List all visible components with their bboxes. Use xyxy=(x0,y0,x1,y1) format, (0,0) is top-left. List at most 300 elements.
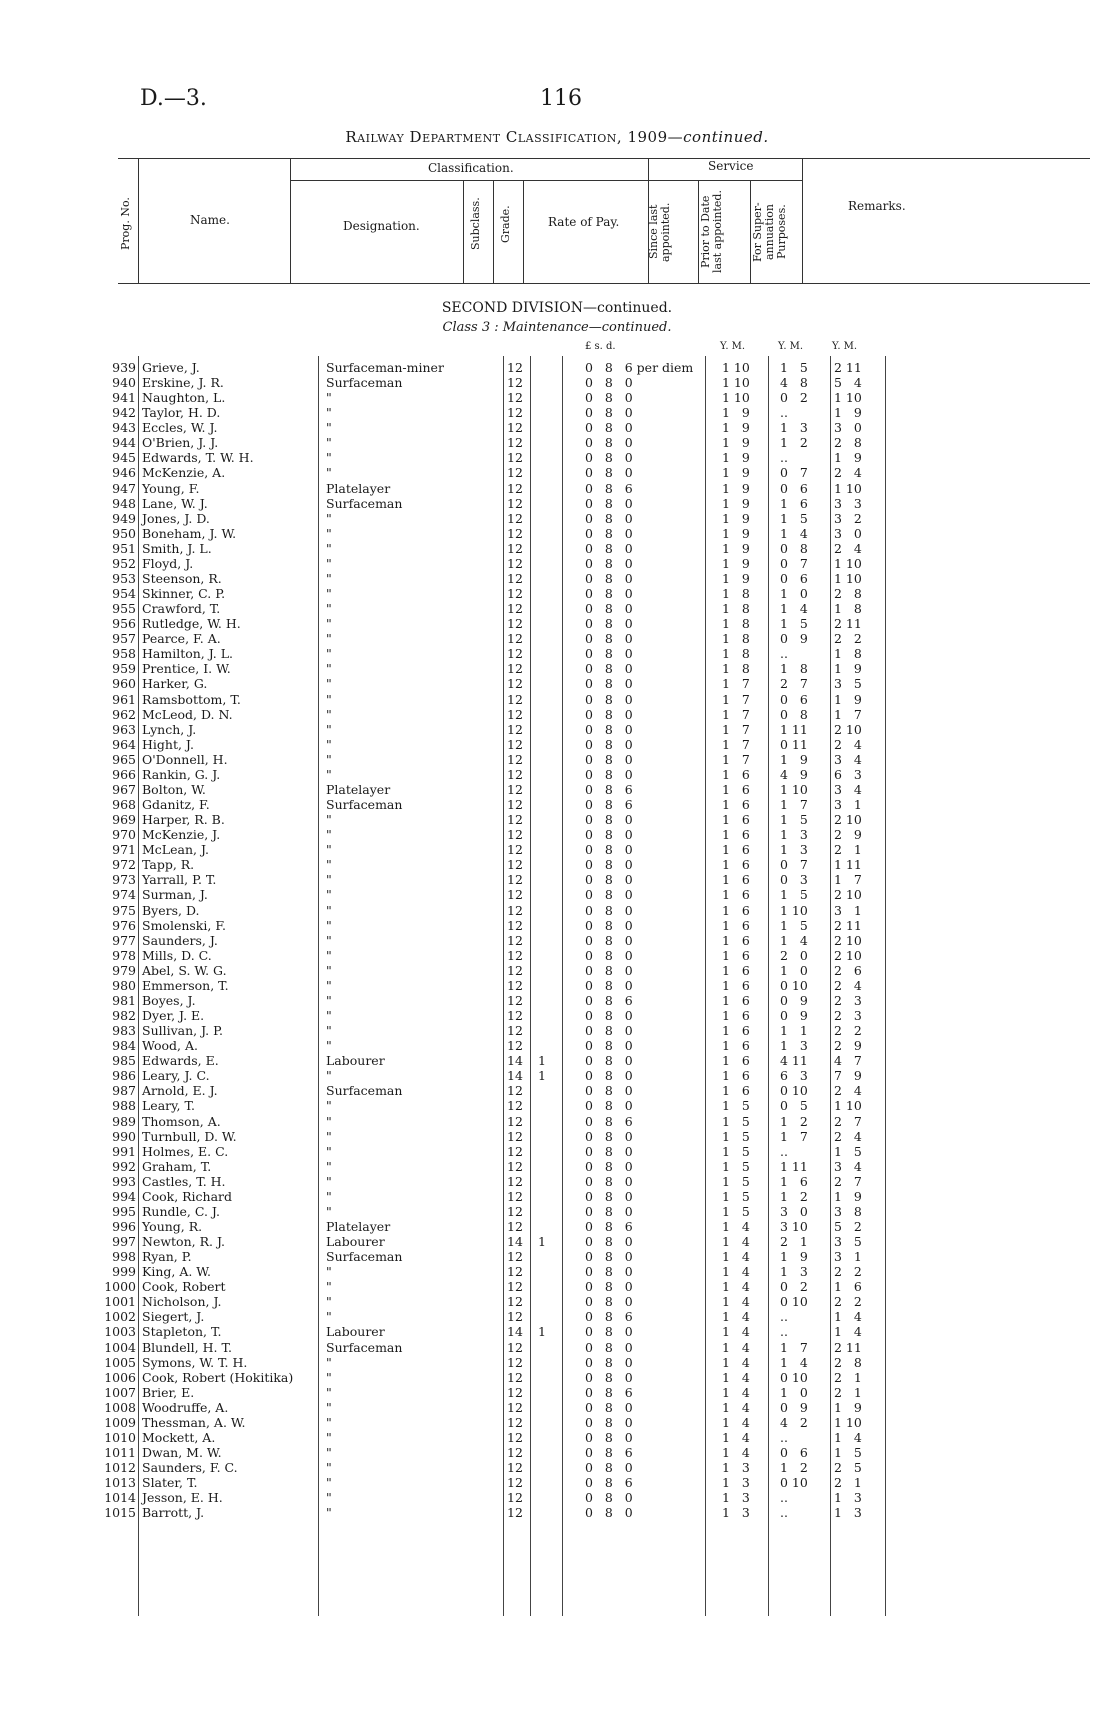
name-cell: Thomson, A. xyxy=(142,1113,221,1129)
superannuation-cell: 3 2 xyxy=(834,510,862,526)
subclass-cell: 12 xyxy=(507,1264,523,1280)
prior-to-date-cell: 0 10 xyxy=(780,1369,808,1385)
rate-of-pay-cell: 0 8 0 xyxy=(585,1068,633,1084)
prior-to-date-cell: 1 2 xyxy=(780,1188,808,1204)
designation-cell: " xyxy=(326,525,332,541)
grade-cell: 1 xyxy=(538,1068,546,1084)
prior-to-date-cell: 0 10 xyxy=(780,1083,808,1099)
prior-to-date-cell: 6 3 xyxy=(780,1068,808,1084)
name-cell: Harper, R. B. xyxy=(142,812,225,828)
prior-to-date-cell: 0 6 xyxy=(780,480,808,496)
since-last-cell: 1 4 xyxy=(722,1399,750,1415)
superannuation-cell: 2 10 xyxy=(834,812,862,828)
prior-to-date-cell: .. xyxy=(780,1143,788,1159)
rate-of-pay-cell: 0 8 6 per diem xyxy=(585,360,694,375)
since-last-cell: 1 4 xyxy=(722,1218,750,1234)
designation-cell: " xyxy=(326,962,332,978)
designation-cell: " xyxy=(326,932,332,948)
prog-no-cell: 1014 xyxy=(104,1490,136,1506)
designation-cell: " xyxy=(326,570,332,586)
name-cell: Cook, Robert (Hokitika) xyxy=(142,1369,294,1385)
superannuation-cell: 2 11 xyxy=(834,616,862,632)
rate-of-pay-cell: 0 8 0 xyxy=(585,1053,633,1069)
subclass-cell: 12 xyxy=(507,676,523,692)
rate-of-pay-cell: 0 8 0 xyxy=(585,1339,633,1355)
subclass-cell: 12 xyxy=(507,1354,523,1370)
superannuation-cell: 2 4 xyxy=(834,465,862,481)
designation-cell: " xyxy=(326,1399,332,1415)
rate-of-pay-cell: 0 8 0 xyxy=(585,616,633,632)
designation-cell: " xyxy=(326,992,332,1008)
designation-cell: " xyxy=(326,1188,332,1204)
designation-cell: " xyxy=(326,1429,332,1445)
superannuation-cell: 3 0 xyxy=(834,525,862,541)
rate-of-pay-cell: 0 8 0 xyxy=(585,1203,633,1219)
name-cell: Mockett, A. xyxy=(142,1429,216,1445)
since-last-cell: 1 6 xyxy=(722,1023,750,1039)
rate-of-pay-cell: 0 8 0 xyxy=(585,872,633,888)
rate-of-pay-cell: 0 8 0 xyxy=(585,465,633,481)
since-last-cell: 1 6 xyxy=(722,797,750,813)
name-cell: Rundle, C. J. xyxy=(142,1203,220,1219)
superannuation-cell: 2 11 xyxy=(834,917,862,933)
prog-no-cell: 1004 xyxy=(104,1339,136,1355)
name-cell: Castles, T. H. xyxy=(142,1173,226,1189)
superannuation-cell: 3 0 xyxy=(834,420,862,436)
prior-to-date-cell: 0 8 xyxy=(780,706,808,722)
name-cell: Edwards, T. W. H. xyxy=(142,450,254,466)
name-cell: Dyer, J. E. xyxy=(142,1008,205,1023)
prog-no-cell: 979 xyxy=(112,962,136,978)
designation-cell: " xyxy=(326,450,332,466)
prog-no-cell: 992 xyxy=(112,1158,136,1174)
since-last-cell: 1 9 xyxy=(722,495,750,511)
prog-no-cell: 941 xyxy=(112,390,136,406)
prog-no-cell: 984 xyxy=(112,1038,136,1054)
rate-of-pay-cell: 0 8 0 xyxy=(585,495,633,511)
subclass-cell: 12 xyxy=(507,1023,523,1039)
name-cell: Boyes, J. xyxy=(142,992,196,1008)
superannuation-cell: 2 4 xyxy=(834,1128,862,1144)
prog-no-cell: 987 xyxy=(112,1083,136,1099)
name-cell: Slater, T. xyxy=(142,1475,198,1491)
since-last-cell: 1 7 xyxy=(722,691,750,707)
prog-no-cell: 1009 xyxy=(104,1414,136,1430)
subclass-cell: 12 xyxy=(507,842,523,858)
subclass-cell: 14 xyxy=(507,1068,523,1084)
subclass-cell: 12 xyxy=(507,420,523,436)
since-last-cell: 1 6 xyxy=(722,887,750,903)
designation-cell: " xyxy=(326,1143,332,1159)
prog-no-cell: 989 xyxy=(112,1113,136,1129)
subclass-cell: 12 xyxy=(507,375,523,391)
superannuation-cell: 1 3 xyxy=(834,1505,862,1521)
designation-cell: " xyxy=(326,1309,332,1325)
superannuation-cell: 3 5 xyxy=(834,1234,862,1250)
ym-units-since: Y. M. xyxy=(720,341,746,352)
superannuation-cell: 1 9 xyxy=(834,691,862,707)
since-last-cell: 1 6 xyxy=(722,947,750,963)
prog-no-cell: 994 xyxy=(112,1188,136,1204)
prog-no-cell: 980 xyxy=(112,977,136,993)
name-cell: Cook, Richard xyxy=(142,1188,233,1204)
grade-cell: 1 xyxy=(538,1234,546,1250)
prior-to-date-cell: .. xyxy=(780,1324,788,1340)
subclass-cell: 12 xyxy=(507,766,523,782)
subclass-cell: 12 xyxy=(507,1460,523,1476)
since-last-cell: 1 5 xyxy=(722,1173,750,1189)
designation-cell: " xyxy=(326,1354,332,1370)
prior-to-date-cell: 1 10 xyxy=(780,781,808,797)
superannuation-cell: 2 1 xyxy=(834,1475,862,1491)
rate-of-pay-cell: 0 8 0 xyxy=(585,842,633,858)
prior-to-date-cell: 1 6 xyxy=(780,1173,808,1189)
since-last-cell: 1 4 xyxy=(722,1279,750,1295)
prior-to-date-cell: 1 4 xyxy=(780,1354,808,1370)
rate-of-pay-cell: 0 8 6 xyxy=(585,797,633,813)
name-cell: Crawford, T. xyxy=(142,601,221,617)
name-cell: Newton, R. J. xyxy=(142,1234,225,1250)
prog-no-cell: 1005 xyxy=(104,1354,136,1370)
since-last-cell: 1 4 xyxy=(722,1309,750,1325)
since-last-cell: 1 9 xyxy=(722,435,750,451)
name-header: Name. xyxy=(190,213,230,227)
prog-no-cell: 962 xyxy=(112,706,136,722)
name-cell: Abel, S. W. G. xyxy=(142,962,227,978)
superannuation-cell: 1 9 xyxy=(834,661,862,677)
since-last-cell: 1 8 xyxy=(722,601,750,617)
rate-of-pay-cell: 0 8 0 xyxy=(585,1490,633,1506)
subclass-cell: 12 xyxy=(507,751,523,767)
name-cell: Smith, J. L. xyxy=(142,540,212,556)
since-last-cell: 1 6 xyxy=(722,872,750,888)
rate-of-pay-cell: 0 8 0 xyxy=(585,1234,633,1250)
superannuation-cell: 1 4 xyxy=(834,1429,862,1445)
name-cell: Jones, J. D. xyxy=(142,510,210,526)
designation-cell: " xyxy=(326,1038,332,1054)
prog-no-cell: 997 xyxy=(112,1234,136,1250)
subclass-cell: 12 xyxy=(507,405,523,421)
superannuation-cell: 2 7 xyxy=(834,1173,862,1189)
rate-of-pay-cell: 0 8 0 xyxy=(585,1279,633,1295)
subclass-cell: 12 xyxy=(507,1249,523,1265)
designation-cell: Surfaceman xyxy=(326,1339,403,1355)
since-last-cell: 1 4 xyxy=(722,1234,750,1250)
prog-no-cell: 1006 xyxy=(104,1369,136,1385)
superannuation-cell: 1 8 xyxy=(834,646,862,662)
prog-no-cell: 940 xyxy=(112,375,136,391)
prog-no-cell: 1015 xyxy=(104,1505,136,1521)
name-cell: Byers, D. xyxy=(142,902,200,918)
prog-no-cell: 939 xyxy=(112,360,136,375)
since-last-cell: 1 3 xyxy=(722,1475,750,1491)
prior-to-date-cell: 0 10 xyxy=(780,1294,808,1310)
ym-units-super: Y. M. xyxy=(832,341,858,352)
prog-no-cell: 955 xyxy=(112,601,136,617)
designation-cell: Labourer xyxy=(326,1234,385,1250)
since-last-cell: 1 5 xyxy=(722,1098,750,1114)
since-last-cell: 1 9 xyxy=(722,450,750,466)
name-cell: Nicholson, J. xyxy=(142,1294,222,1310)
subclass-cell: 12 xyxy=(507,736,523,752)
rate-of-pay-cell: 0 8 0 xyxy=(585,1460,633,1476)
designation-cell: " xyxy=(326,1068,332,1084)
prog-no-cell: 971 xyxy=(112,842,136,858)
subclass-cell: 12 xyxy=(507,827,523,843)
prior-to-date-cell: 2 7 xyxy=(780,676,808,692)
since-last-cell: 1 4 xyxy=(722,1429,750,1445)
classification-header: Classification. xyxy=(428,161,514,175)
subclass-cell: 12 xyxy=(507,1218,523,1234)
rate-of-pay-cell: 0 8 6 xyxy=(585,781,633,797)
since-last-cell: 1 6 xyxy=(722,781,750,797)
prog-no-cell: 961 xyxy=(112,691,136,707)
since-last-cell: 1 4 xyxy=(722,1369,750,1385)
prior-to-date-cell: 4 8 xyxy=(780,375,808,391)
rate-of-pay-cell: 0 8 6 xyxy=(585,1218,633,1234)
prior-to-date-cell: 0 9 xyxy=(780,631,808,647)
superannuation-cell: 2 7 xyxy=(834,1113,862,1129)
prog-no-cell: 948 xyxy=(112,495,136,511)
prog-no-cell: 960 xyxy=(112,676,136,692)
since-last-cell: 1 4 xyxy=(722,1294,750,1310)
name-cell: Symons, W. T. H. xyxy=(142,1354,248,1370)
subclass-cell: 12 xyxy=(507,465,523,481)
prog-no-cell: 1012 xyxy=(104,1460,136,1476)
designation-cell: " xyxy=(326,887,332,903)
subclass-cell: 12 xyxy=(507,1445,523,1461)
rate-of-pay-cell: 0 8 0 xyxy=(585,1414,633,1430)
subclass-cell: 14 xyxy=(507,1324,523,1340)
rate-of-pay-cell: 0 8 0 xyxy=(585,1505,633,1521)
rate-of-pay-cell: 0 8 0 xyxy=(585,1098,633,1114)
name-cell: O'Donnell, H. xyxy=(142,751,228,767)
designation-cell: Platelayer xyxy=(326,480,391,496)
name-cell: Mills, D. C. xyxy=(142,947,212,963)
superannuation-cell: 2 4 xyxy=(834,540,862,556)
prior-to-date-cell: 1 7 xyxy=(780,1128,808,1144)
prior-to-date-cell: 4 2 xyxy=(780,1414,808,1430)
rate-of-pay-cell: 0 8 0 xyxy=(585,902,633,918)
superannuation-cell: 2 1 xyxy=(834,842,862,858)
subclass-cell: 12 xyxy=(507,902,523,918)
designation-cell: Platelayer xyxy=(326,1218,391,1234)
since-last-cell: 1 6 xyxy=(722,962,750,978)
designation-cell: " xyxy=(326,1203,332,1219)
superannuation-cell: 1 10 xyxy=(834,390,862,406)
designation-cell: " xyxy=(326,751,332,767)
name-cell: Pearce, F. A. xyxy=(142,631,221,647)
prog-no-cell: 970 xyxy=(112,827,136,843)
prog-no-cell: 959 xyxy=(112,661,136,677)
superannuation-cell: 2 3 xyxy=(834,1008,862,1023)
subclass-cell: 12 xyxy=(507,480,523,496)
subclass-cell: 12 xyxy=(507,525,523,541)
prior-to-date-cell: 1 1 xyxy=(780,1023,808,1039)
prior-to-date-cell: 4 9 xyxy=(780,766,808,782)
prog-no-cell: 946 xyxy=(112,465,136,481)
prior-to-date-cell: 0 9 xyxy=(780,1399,808,1415)
prog-no-cell: 968 xyxy=(112,797,136,813)
prior-to-date-cell: 1 9 xyxy=(780,1249,808,1265)
rate-of-pay-cell: 0 8 0 xyxy=(585,420,633,436)
rate-of-pay-cell: 0 8 6 xyxy=(585,1384,633,1400)
prog-no-cell: 993 xyxy=(112,1173,136,1189)
prog-no-cell: 943 xyxy=(112,420,136,436)
since-last-cell: 1 10 xyxy=(722,360,750,375)
prog-no-cell: 952 xyxy=(112,555,136,571)
designation-cell: " xyxy=(326,872,332,888)
grade-cell: 1 xyxy=(538,1324,546,1340)
superannuation-cell: 2 10 xyxy=(834,947,862,963)
prog-no-cell: 990 xyxy=(112,1128,136,1144)
rate-of-pay-cell: 0 8 0 xyxy=(585,1158,633,1174)
superannuation-cell: 2 1 xyxy=(834,1369,862,1385)
prior-to-date-cell: 0 7 xyxy=(780,857,808,873)
prior-to-date-cell: 0 7 xyxy=(780,465,808,481)
name-cell: Blundell, H. T. xyxy=(142,1339,232,1355)
prior-to-date-cell: 0 6 xyxy=(780,570,808,586)
prior-to-date-cell: 1 7 xyxy=(780,797,808,813)
designation-cell: Surfaceman xyxy=(326,1249,403,1265)
rate-of-pay-cell: 0 8 0 xyxy=(585,751,633,767)
superannuation-cell: 3 8 xyxy=(834,1203,862,1219)
designation-cell: " xyxy=(326,601,332,617)
prog-no-cell: 975 xyxy=(112,902,136,918)
title-caps: Railway Department Classification xyxy=(345,128,617,146)
designation-cell: Platelayer xyxy=(326,781,391,797)
subclass-cell: 12 xyxy=(507,570,523,586)
designation-cell: " xyxy=(326,736,332,752)
subclass-cell: 12 xyxy=(507,616,523,632)
rate-of-pay-cell: 0 8 0 xyxy=(585,631,633,647)
prior-to-date-cell: .. xyxy=(780,1429,788,1445)
prior-to-date-cell: 1 0 xyxy=(780,962,808,978)
subclass-cell: 12 xyxy=(507,691,523,707)
since-last-cell: 1 4 xyxy=(722,1445,750,1461)
subclass-cell: 12 xyxy=(507,887,523,903)
name-cell: Saunders, J. xyxy=(142,932,218,948)
name-cell: Erskine, J. R. xyxy=(142,375,224,391)
prior-to-date-cell: 1 2 xyxy=(780,1460,808,1476)
prog-no-cell: 957 xyxy=(112,631,136,647)
subclass-cell: 12 xyxy=(507,1158,523,1174)
subclass-cell: 12 xyxy=(507,992,523,1008)
name-cell: Cook, Robert xyxy=(142,1279,226,1295)
designation-cell: " xyxy=(326,510,332,526)
prog-no-cell: 977 xyxy=(112,932,136,948)
name-cell: Emmerson, T. xyxy=(142,977,229,993)
service-header: Service xyxy=(708,159,754,173)
prior-to-date-cell: 0 8 xyxy=(780,540,808,556)
prior-to-date-cell: 2 0 xyxy=(780,947,808,963)
name-cell: Siegert, J. xyxy=(142,1309,205,1325)
rate-of-pay-cell: 0 8 0 xyxy=(585,1429,633,1445)
name-cell: Ryan, P. xyxy=(142,1249,192,1265)
superannuation-cell: 2 4 xyxy=(834,1083,862,1099)
subclass-cell: 12 xyxy=(507,1294,523,1310)
designation-cell: " xyxy=(326,827,332,843)
subclass-cell: 12 xyxy=(507,646,523,662)
name-cell: Hight, J. xyxy=(142,736,194,752)
name-cell: McLean, J. xyxy=(142,842,209,858)
subclass-cell: 12 xyxy=(507,1279,523,1295)
prog-no-header: Prog. No. xyxy=(119,197,132,251)
since-last-cell: 1 4 xyxy=(722,1414,750,1430)
since-last-cell: 1 6 xyxy=(722,932,750,948)
designation-cell: " xyxy=(326,555,332,571)
subclass-cell: 12 xyxy=(507,661,523,677)
name-cell: Rutledge, W. H. xyxy=(142,616,241,632)
prog-no-cell: 969 xyxy=(112,812,136,828)
since-last-cell: 1 9 xyxy=(722,570,750,586)
designation-cell: " xyxy=(326,706,332,722)
name-cell: Skinner, C. P. xyxy=(142,586,226,602)
class-title: Class 3 : Maintenance—continued. xyxy=(442,320,672,335)
superannuation-cell: 1 10 xyxy=(834,570,862,586)
rate-of-pay-cell: 0 8 0 xyxy=(585,691,633,707)
name-cell: Tapp, R. xyxy=(142,857,195,873)
name-cell: Young, F. xyxy=(142,480,200,496)
prior-to-date-cell: 1 11 xyxy=(780,721,808,737)
designation-cell: " xyxy=(326,1279,332,1295)
designation-cell: " xyxy=(326,917,332,933)
designation-cell: " xyxy=(326,646,332,662)
prior-to-date-cell: 0 5 xyxy=(780,1098,808,1114)
subclass-cell: 12 xyxy=(507,601,523,617)
designation-cell: " xyxy=(326,947,332,963)
superannuation-header: For Super-annuation Purposes. xyxy=(751,202,788,262)
rate-of-pay-cell: 0 8 0 xyxy=(585,661,633,677)
rate-of-pay-cell: 0 8 0 xyxy=(585,1143,633,1159)
since-last-cell: 1 9 xyxy=(722,525,750,541)
subclass-cell: 12 xyxy=(507,947,523,963)
rate-of-pay-cell: 0 8 0 xyxy=(585,766,633,782)
superannuation-cell: 1 10 xyxy=(834,1414,862,1430)
subclass-cell: 12 xyxy=(507,360,523,375)
subclass-cell: 12 xyxy=(507,1038,523,1054)
superannuation-cell: 3 4 xyxy=(834,781,862,797)
prior-to-date-cell: 0 6 xyxy=(780,691,808,707)
subclass-cell: 12 xyxy=(507,1339,523,1355)
rate-of-pay-cell: 0 8 0 xyxy=(585,1188,633,1204)
superannuation-cell: 1 11 xyxy=(834,857,862,873)
prog-no-cell: 982 xyxy=(112,1008,136,1023)
since-last-cell: 1 6 xyxy=(722,1053,750,1069)
rate-of-pay-cell: 0 8 0 xyxy=(585,887,633,903)
prog-no-cell: 949 xyxy=(112,510,136,526)
prior-to-date-cell: 4 11 xyxy=(780,1053,808,1069)
since-last-cell: 1 3 xyxy=(722,1490,750,1506)
designation-cell: " xyxy=(326,1445,332,1461)
rate-of-pay-cell: 0 8 6 xyxy=(585,1309,633,1325)
designation-cell: " xyxy=(326,1173,332,1189)
prior-to-date-cell: 1 6 xyxy=(780,495,808,511)
since-last-cell: 1 9 xyxy=(722,510,750,526)
designation-cell: " xyxy=(326,390,332,406)
prior-to-date-cell: 1 11 xyxy=(780,1158,808,1174)
prog-no-cell: 956 xyxy=(112,616,136,632)
designation-cell: " xyxy=(326,540,332,556)
rate-of-pay-cell: 0 8 0 xyxy=(585,525,633,541)
since-last-cell: 1 7 xyxy=(722,706,750,722)
rate-of-pay-cell: 0 8 0 xyxy=(585,812,633,828)
superannuation-cell: 2 11 xyxy=(834,360,862,375)
prior-to-date-cell: 1 7 xyxy=(780,1339,808,1355)
since-last-cell: 1 6 xyxy=(722,857,750,873)
since-last-cell: 1 7 xyxy=(722,736,750,752)
prog-no-cell: 963 xyxy=(112,721,136,737)
